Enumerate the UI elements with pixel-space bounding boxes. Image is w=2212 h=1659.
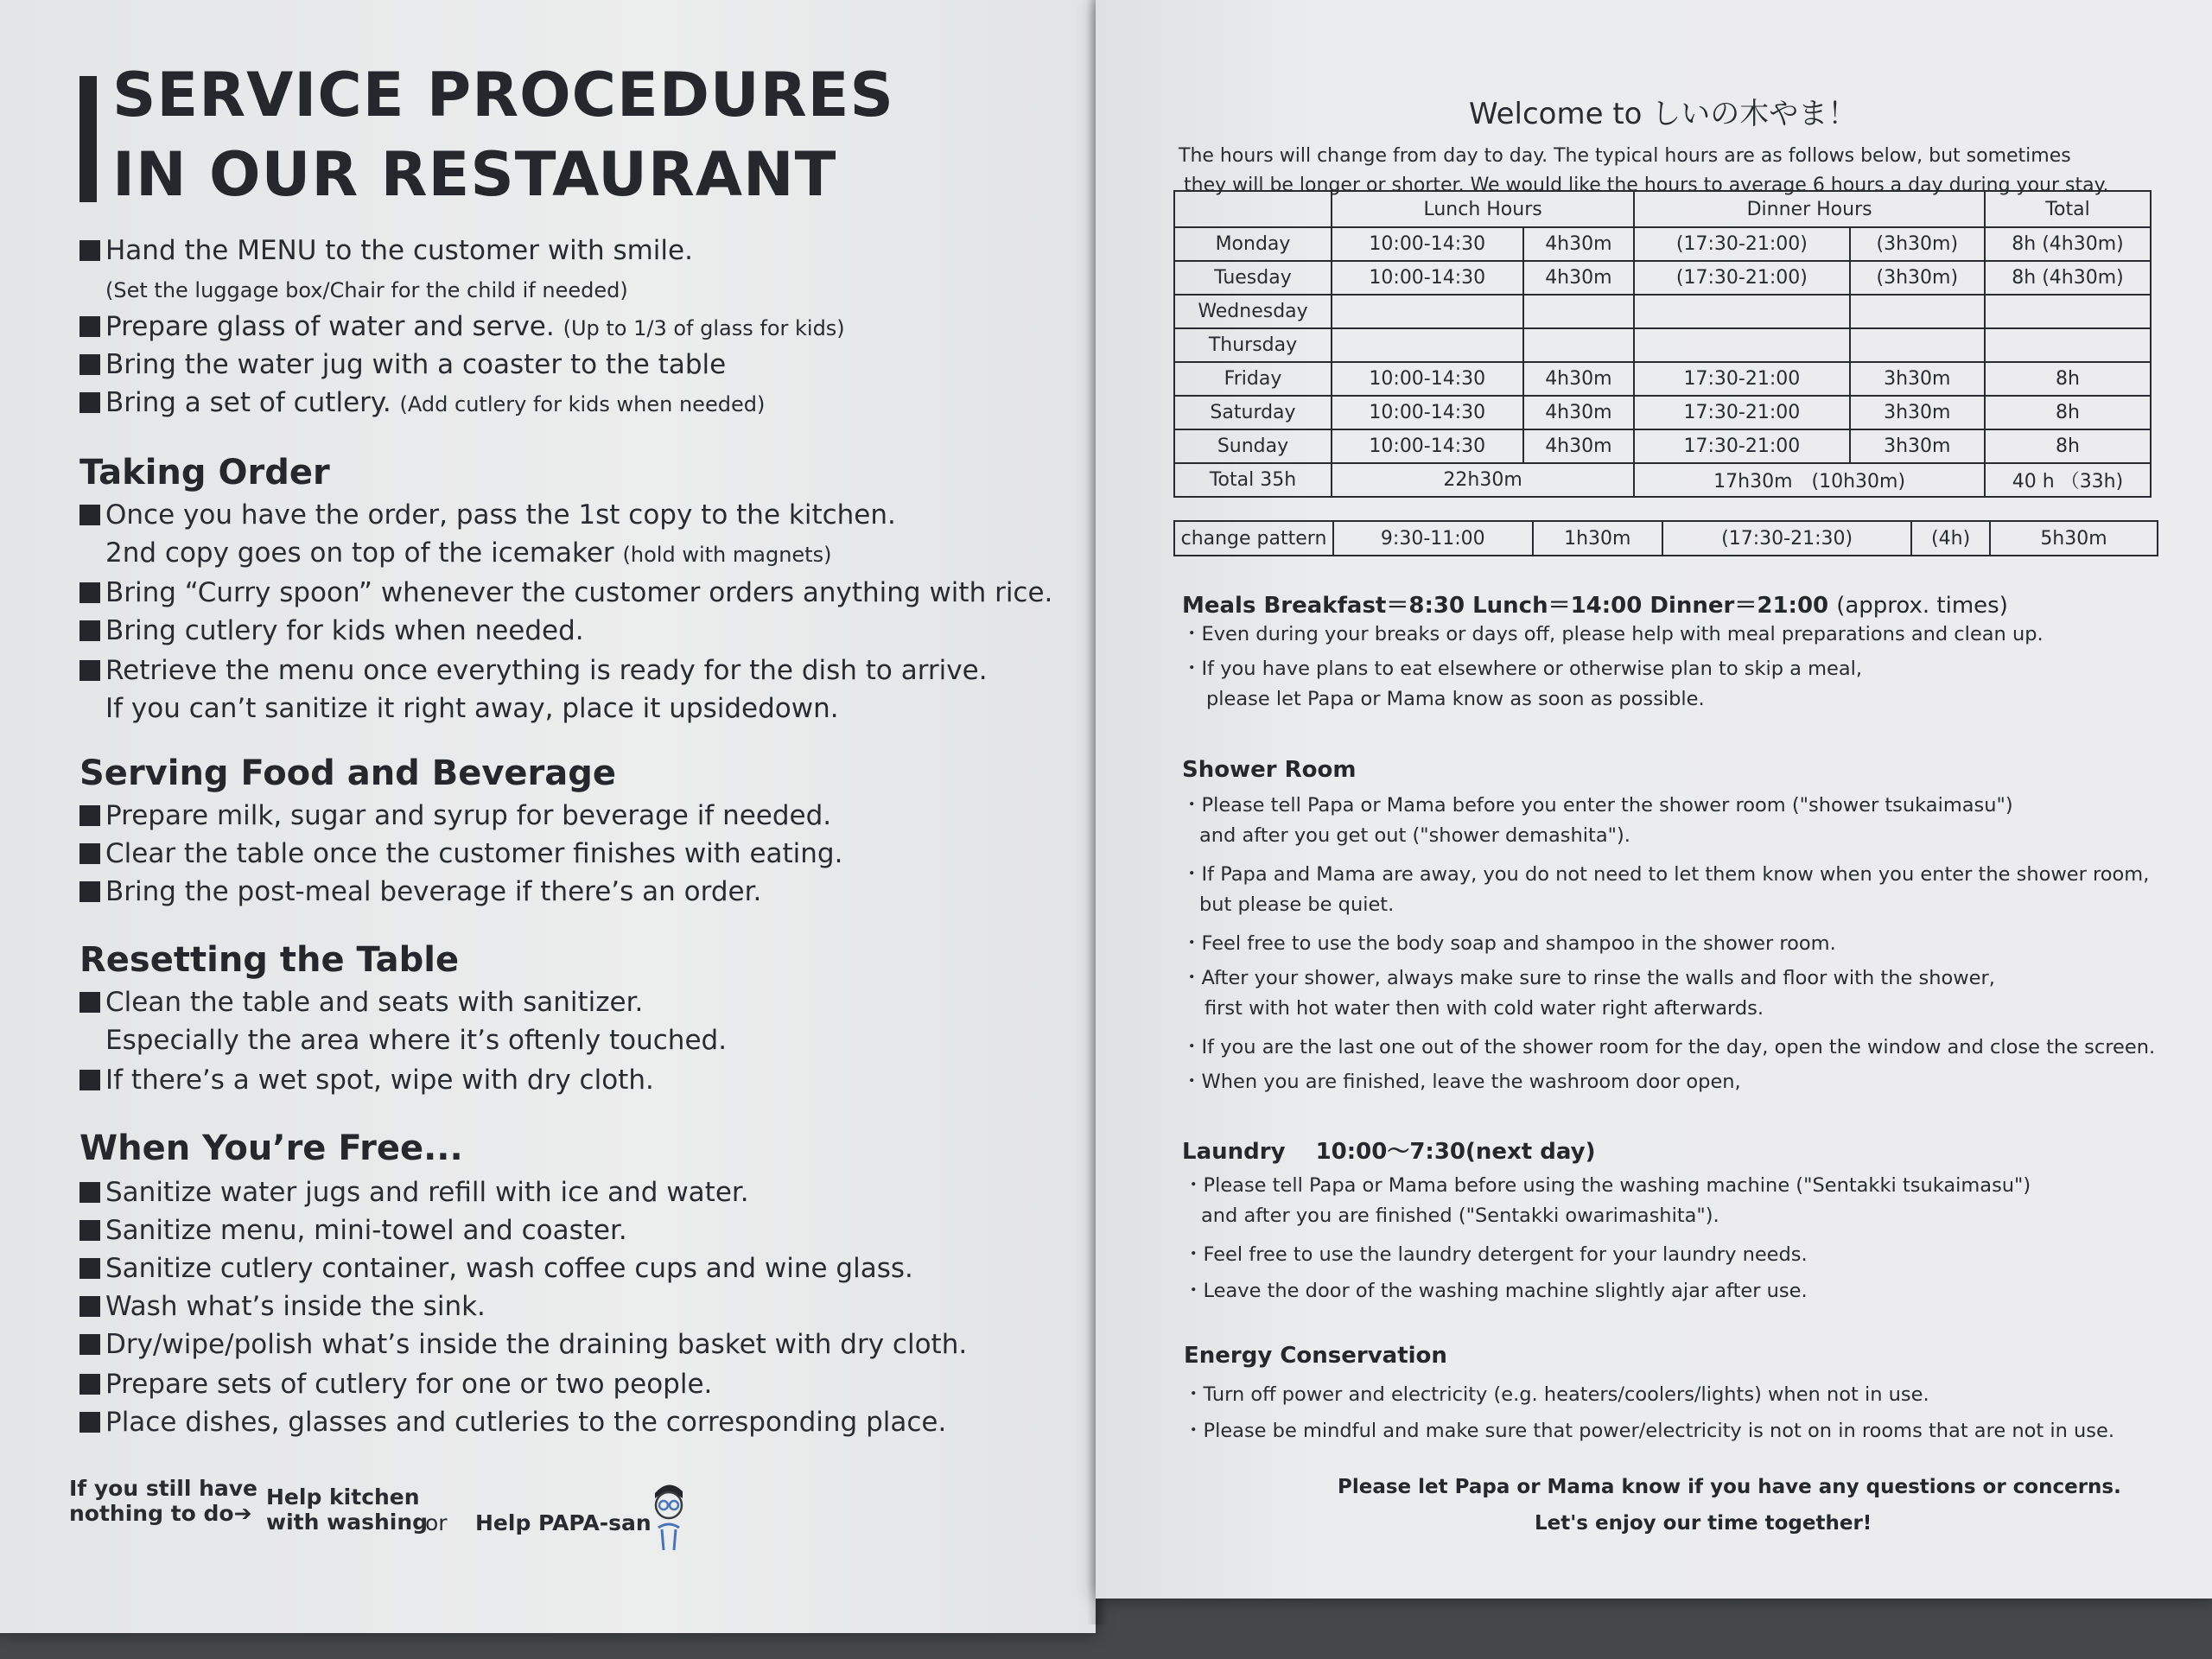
order-item-3: Bring cutlery for kids when needed. [79, 615, 584, 646]
laundry-bullet-1b: and after you are finished ("Sentakki owarimashita"). [1201, 1205, 1719, 1227]
change-lunch-time-cell: 9:30-11:00 [1333, 521, 1533, 556]
free-item-7: Place dishes, glasses and cutleries to the corresponding place. [79, 1407, 946, 1438]
table-row [1174, 328, 2151, 362]
day-cell: Monday [1174, 227, 1332, 261]
total-cell [1985, 328, 2151, 362]
title-line-2: IN OUR RESTAURANT [112, 139, 837, 210]
dinner-duration-cell: 3h30m [1850, 396, 1985, 429]
square-bullet-icon [79, 1182, 100, 1203]
dinner-time-cell [1634, 295, 1849, 328]
order-item-1b: 2nd copy goes on top of the icemaker (hold with magnets) [105, 537, 832, 569]
dinner-time-cell: (17:30-21:00) [1634, 261, 1849, 295]
meals-bullet-1: ・Even during your breaks or days off, please help with meal preparations and clean up. [1182, 623, 2044, 645]
lunch-time-cell: 10:00-14:30 [1332, 227, 1523, 261]
hours-intro-2: they will be longer or shorter. We would like the hours to average 6 hours a day during your stay. [1184, 175, 2109, 196]
day-cell: Sunday [1174, 429, 1332, 463]
lunch-duration-cell: 4h30m [1523, 396, 1635, 429]
square-bullet-icon [79, 843, 100, 864]
heading-taking-order: Taking Order [79, 453, 330, 493]
dinner-time-cell: (17:30-21:00) [1634, 227, 1849, 261]
intro-subnote: (Set the luggage box/Chair for the child if needed) [105, 278, 628, 302]
total-dinner-cell: 17h30m (10h30m) [1634, 463, 1985, 497]
energy-heading: Energy Conservation [1184, 1343, 1447, 1369]
shower-bullet-6: ・When you are finished, leave the washroom door open, [1182, 1071, 1741, 1093]
square-bullet-icon [79, 1258, 100, 1279]
table-row [1174, 362, 2151, 396]
day-cell: Friday [1174, 362, 1332, 396]
laundry-heading: Laundry 10:00〜7:30(next day) [1182, 1139, 1596, 1165]
order-item-4: Retrieve the menu once everything is ready for the dish to arrive. [79, 655, 988, 686]
left-page [0, 0, 1096, 1633]
free-item-4: Wash what’s inside the sink. [79, 1291, 486, 1322]
heading-serving: Serving Food and Beverage [79, 753, 617, 793]
square-bullet-icon [79, 1296, 100, 1317]
order-item-2: Bring “Curry spoon” whenever the customer orders anything with rice. [79, 577, 1052, 608]
square-bullet-icon [79, 1220, 100, 1241]
square-bullet-icon [79, 1070, 100, 1090]
table-row [1174, 261, 2151, 295]
dinner-time-cell [1634, 328, 1849, 362]
laundry-bullet-1: ・Please tell Papa or Mama before using the washing machine ("Sentakki tsukaimasu") [1184, 1174, 2031, 1197]
laundry-bullet-2: ・Feel free to use the laundry detergent for your laundry needs. [1184, 1243, 1808, 1266]
heading-resetting: Resetting the Table [79, 940, 460, 980]
day-cell: Saturday [1174, 396, 1332, 429]
total-cell [1985, 295, 2151, 328]
serving-item-2: Clear the table once the customer finishes with eating. [79, 838, 842, 869]
lunch-time-cell: 10:00-14:30 [1332, 396, 1523, 429]
square-bullet-icon [79, 392, 100, 413]
table-row [1174, 429, 2151, 463]
table-row [1174, 295, 2151, 328]
heading-free: When You’re Free... [79, 1128, 463, 1168]
square-bullet-icon [79, 240, 100, 261]
change-total-cell: 5h30m [1990, 521, 2158, 556]
resetting-item-1b: Especially the area where it’s oftenly touched. [105, 1025, 728, 1056]
shower-bullet-4: ・After your shower, always make sure to rinse the walls and floor with the shower, [1182, 967, 1995, 989]
square-bullet-icon [79, 1334, 100, 1355]
day-cell: Thursday [1174, 328, 1332, 362]
dinner-duration-cell: 3h30m [1850, 429, 1985, 463]
day-cell: Tuesday [1174, 261, 1332, 295]
change-dinner-time-cell: (17:30-21:30) [1662, 521, 1911, 556]
meals-bullet-2: ・If you have plans to eat elsewhere or otherwise plan to skip a meal, [1182, 658, 1863, 680]
square-bullet-icon [79, 354, 100, 375]
meals-heading: Meals Breakfast＝8:30 Lunch＝14:00 Dinner＝21:00 (approx. times) [1182, 593, 2008, 619]
square-bullet-icon [79, 582, 100, 603]
total-cell: 8h [1985, 396, 2151, 429]
square-bullet-icon [79, 620, 100, 641]
laundry-bullet-3: ・Leave the door of the washing machine slightly ajar after use. [1184, 1280, 1808, 1302]
footer-help-kitchen: Help kitchen with washing [266, 1484, 429, 1535]
free-item-2: Sanitize menu, mini-towel and coaster. [79, 1215, 627, 1246]
dinner-time-cell: 17:30-21:00 [1634, 429, 1849, 463]
hours-header-row [1174, 191, 2151, 227]
total-row [1174, 463, 2151, 497]
lunch-time-cell: 10:00-14:30 [1332, 429, 1523, 463]
lunch-time-cell: 10:00-14:30 [1332, 362, 1523, 396]
dinner-duration-cell: (3h30m) [1850, 261, 1985, 295]
shower-bullet-1: ・Please tell Papa or Mama before you enter the shower room ("shower tsukaimasu") [1182, 794, 2013, 817]
free-item-6: Prepare sets of cutlery for one or two people. [79, 1369, 712, 1400]
square-bullet-icon [79, 1374, 100, 1395]
square-bullet-icon [79, 316, 100, 337]
header-dinner: Dinner Hours [1634, 191, 1985, 227]
change-label-cell: change pattern [1174, 521, 1333, 556]
total-cell: 8h [1985, 362, 2151, 396]
footer-help-papa: Help PAPA-san [475, 1510, 652, 1535]
total-label-cell: Total 35h [1174, 463, 1332, 497]
lunch-time-cell [1332, 295, 1523, 328]
square-bullet-icon [79, 805, 100, 826]
lunch-duration-cell: 4h30m [1523, 227, 1635, 261]
shower-bullet-4b: first with hot water then with cold water right afterwards. [1205, 997, 1764, 1020]
shower-heading: Shower Room [1182, 757, 1357, 783]
title-accent-bar [79, 76, 97, 202]
table-row [1174, 396, 2151, 429]
resetting-item-2: If there’s a wet spot, wipe with dry cloth. [79, 1065, 654, 1096]
serving-item-1: Prepare milk, sugar and syrup for beverage if needed. [79, 800, 831, 831]
lunch-duration-cell: 4h30m [1523, 362, 1635, 396]
total-cell: 8h [1985, 429, 2151, 463]
energy-bullet-1: ・Turn off power and electricity (e.g. heaters/coolers/lights) when not in use. [1184, 1383, 1929, 1406]
dinner-duration-cell: (3h30m) [1850, 227, 1985, 261]
change-dinner-duration-cell: (4h) [1911, 521, 1990, 556]
square-bullet-icon [79, 660, 100, 681]
square-bullet-icon [79, 992, 100, 1013]
shower-bullet-2: ・If Papa and Mama are away, you do not need to let them know when you enter the shower room, [1182, 863, 2150, 886]
lunch-duration-cell [1523, 328, 1635, 362]
shower-bullet-5: ・If you are the last one out of the shower room for the day, open the window and close the screen. [1182, 1036, 2156, 1058]
closing-line-2: Let's enjoy our time together! [1535, 1512, 1872, 1535]
hours-intro-1: The hours will change from day to day. The typical hours are as follows below, but sometimes [1179, 145, 2071, 167]
welcome-title: Welcome to しいの木やま！ [1469, 97, 1858, 131]
dinner-duration-cell: 3h30m [1850, 362, 1985, 396]
footer-or: or [425, 1510, 448, 1535]
header-blank [1174, 191, 1332, 227]
header-total: Total [1985, 191, 2151, 227]
dinner-duration-cell [1850, 295, 1985, 328]
shower-bullet-3: ・Feel free to use the body soap and shampoo in the shower room. [1182, 932, 1836, 955]
dinner-time-cell: 17:30-21:00 [1634, 396, 1849, 429]
hours-table [1173, 190, 2152, 498]
change-pattern-table [1173, 520, 2158, 556]
intro-item-menu: Hand the MENU to the customer with smile. [79, 235, 693, 266]
closing-line-1: Please let Papa or Mama know if you have any questions or concerns. [1338, 1476, 2121, 1498]
dinner-time-cell: 17:30-21:00 [1634, 362, 1849, 396]
order-item-1: Once you have the order, pass the 1st copy to the kitchen. [79, 499, 896, 531]
change-pattern-row [1174, 521, 2158, 556]
square-bullet-icon [79, 881, 100, 902]
page-title [112, 55, 894, 214]
lunch-time-cell [1332, 328, 1523, 362]
meals-bullet-2b: please let Papa or Mama know as soon as possible. [1206, 688, 1705, 710]
total-lunch-cell: 22h30m [1332, 463, 1634, 497]
shower-bullet-2b: but please be quiet. [1199, 893, 1395, 916]
square-bullet-icon [79, 505, 100, 525]
resetting-item-1: Clean the table and seats with sanitizer. [79, 987, 643, 1018]
header-lunch: Lunch Hours [1332, 191, 1634, 227]
shower-bullet-1b: and after you get out ("shower demashita"). [1199, 824, 1630, 847]
total-cell: 8h (4h30m) [1985, 227, 2151, 261]
total-cell: 8h (4h30m) [1985, 261, 2151, 295]
lunch-duration-cell: 4h30m [1523, 261, 1635, 295]
papa-san-icon [643, 1476, 695, 1554]
energy-bullet-2: ・Please be mindful and make sure that power/electricity is not on in rooms that are not in use. [1184, 1420, 2114, 1442]
intro-item-jug: Bring the water jug with a coaster to the table [79, 349, 726, 380]
day-cell: Wednesday [1174, 295, 1332, 328]
lunch-time-cell: 10:00-14:30 [1332, 261, 1523, 295]
serving-item-3: Bring the post-meal beverage if there’s an order. [79, 876, 761, 907]
free-item-5: Dry/wipe/polish what’s inside the draining basket with dry cloth. [79, 1329, 967, 1360]
order-item-4b: If you can’t sanitize it right away, place it upsidedown. [105, 693, 839, 724]
total-total-cell: 40 h （33h) [1985, 463, 2151, 497]
footer-nothing-to-do: If you still have nothing to do➔ [69, 1476, 258, 1526]
intro-item-water: Prepare glass of water and serve. (Up to 1/3 of glass for kids) [79, 311, 845, 342]
square-bullet-icon [79, 1412, 100, 1433]
lunch-duration-cell [1523, 295, 1635, 328]
change-lunch-duration-cell: 1h30m [1533, 521, 1662, 556]
free-item-1: Sanitize water jugs and refill with ice and water. [79, 1177, 749, 1208]
lunch-duration-cell: 4h30m [1523, 429, 1635, 463]
dinner-duration-cell [1850, 328, 1985, 362]
free-item-3: Sanitize cutlery container, wash coffee cups and wine glass. [79, 1253, 913, 1284]
intro-item-cutlery: Bring a set of cutlery. (Add cutlery for kids when needed) [79, 387, 765, 418]
title-line-1: SERVICE PROCEDURES [112, 60, 894, 130]
table-row [1174, 227, 2151, 261]
